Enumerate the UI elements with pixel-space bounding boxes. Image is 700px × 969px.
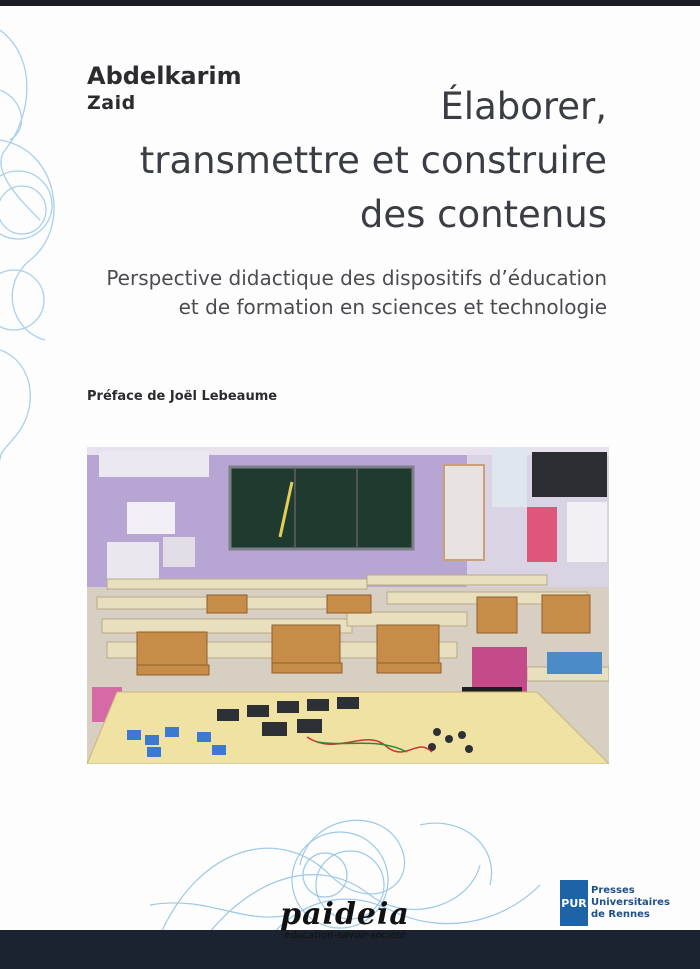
title-line: Élaborer, xyxy=(440,85,607,128)
subtitle-line: et de formation en sciences et technologie xyxy=(178,295,607,319)
book-subtitle xyxy=(47,264,607,322)
subtitle-line: Perspective didactique des dispositifs d’éducation xyxy=(106,266,607,290)
title-line: des contenus xyxy=(359,193,607,236)
collection-name: paideia xyxy=(280,897,410,932)
pur-logo-mark: PUR xyxy=(560,880,588,926)
publisher-logo xyxy=(560,880,670,926)
publisher-name xyxy=(591,885,670,921)
book-title xyxy=(47,80,607,242)
publisher-line: Presses xyxy=(591,885,635,896)
collection-motto: éducation-savoir-société xyxy=(283,930,407,941)
top-border xyxy=(0,0,700,6)
title-line: transmettre et construire xyxy=(139,139,607,182)
publisher-line: de Rennes xyxy=(591,909,650,920)
author-first-name: Abdelkarim xyxy=(87,62,242,90)
collection-logo xyxy=(255,897,435,942)
preface-credit: Préface de Joël Lebeaume xyxy=(87,389,278,404)
publisher-line: Universitaires xyxy=(591,897,670,908)
classroom-photo xyxy=(87,447,609,764)
author-last-name: Zaid xyxy=(87,92,136,114)
